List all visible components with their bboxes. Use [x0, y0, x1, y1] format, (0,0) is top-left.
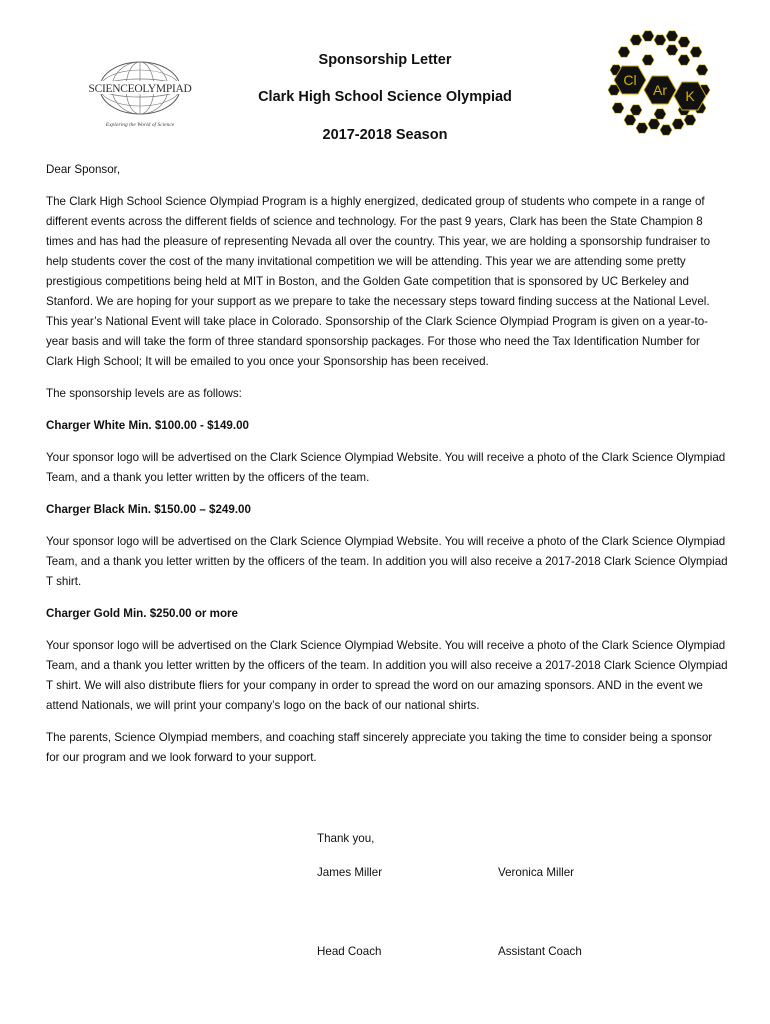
- hexagon-cluster-icon: [606, 30, 714, 142]
- element-ar: Ar: [653, 82, 667, 98]
- level-description-white: Your sponsor logo will be advertised on the Clark Science Olympiad Website. You will receive a photo of the Clark Science Olympiad Team, and a thank you letter written by the officers of the team.: [46, 451, 726, 484]
- level-title-gold: Charger Gold Min. $250.00 or more: [46, 607, 238, 620]
- level-description-black: Your sponsor logo will be advertised on the Clark Science Olympiad Website. You will receive a photo of the Clark Science Olympiad Team, and a thank you letter written by the officers of the team. In addition you will also receive a 2017-2018 Clark Science Olympiad T shirt.: [46, 535, 728, 588]
- level-title-black: Charger Black Min. $150.00 – $249.00: [46, 503, 251, 516]
- logo-wordmark: SCIENCEOLYMPIAD: [88, 83, 192, 95]
- science-olympiad-logo: [80, 60, 200, 132]
- signer-role-head-coach: Head Coach: [317, 945, 382, 958]
- element-cl: Cl: [623, 72, 637, 88]
- intro-paragraph: The Clark High School Science Olympiad Program is a highly energized, dedicated group of students who compete in a range of different events across the different fields of science and technology. For the past 9 years, Clark has been the State Champion 8 times and has had the pleasure of representing Nevada all over the country. This year, we are holding a sponsorship fundraiser to help students cover the cost of the many invitational competition we will be attending. This year we are attending some pretty prestigious competitions being held at MIT in Boston, and the Golden Gate competition that is sponsored by UC Berkeley and Stanford. We are hoping for your support as we prepare to take the necessary steps toward finding success at the National Level. This year’s National Event will take place in Colorado. Sponsorship of the Clark Science Olympiad Program is given on a year-to-year basis and will take the form of three standard sponsorship packages. For those who need the Tax Identification Number for Clark High School; It will be emailed to you once your Sponsorship has been received.: [46, 195, 711, 368]
- school-name: Clark High School Science Olympiad: [258, 89, 512, 105]
- signer-name-head-coach: James Miller: [317, 866, 383, 879]
- closing-paragraph: The parents, Science Olympiad members, and coaching staff sincerely appreciate you taking the time to consider being a sponsor for our program and we look forward to your support.: [46, 731, 713, 764]
- closing-thanks: Thank you,: [317, 832, 375, 845]
- element-k: K: [685, 88, 695, 104]
- levels-intro: The sponsorship levels are as follows:: [46, 387, 242, 400]
- level-description-gold: Your sponsor logo will be advertised on the Clark Science Olympiad Website. You will receive a photo of the Clark Science Olympiad Team, and a thank you letter written by the officers of the team. In addition you will also receive a 2017-2018 Clark Science Olympiad T shirt. We will also distribute fliers for your company in order to spread the word on our amazing sponsors. AND in the event we attend Nationals, we will print your company’s logo on the back of our national shirts.: [46, 639, 728, 712]
- logo-tagline: Exploring the World of Science: [105, 122, 175, 128]
- signer-name-assistant-coach: Veronica Miller: [498, 866, 575, 879]
- clark-hexagon-logo: [606, 30, 714, 142]
- signer-role-assistant-coach: Assistant Coach: [498, 945, 582, 958]
- letter-title: Sponsorship Letter: [318, 52, 452, 68]
- globe-icon: [80, 60, 200, 132]
- letter-body: [46, 160, 728, 780]
- greeting: Dear Sponsor,: [46, 163, 121, 176]
- season-label: 2017-2018 Season: [322, 127, 448, 143]
- level-title-white: Charger White Min. $100.00 - $149.00: [46, 419, 249, 432]
